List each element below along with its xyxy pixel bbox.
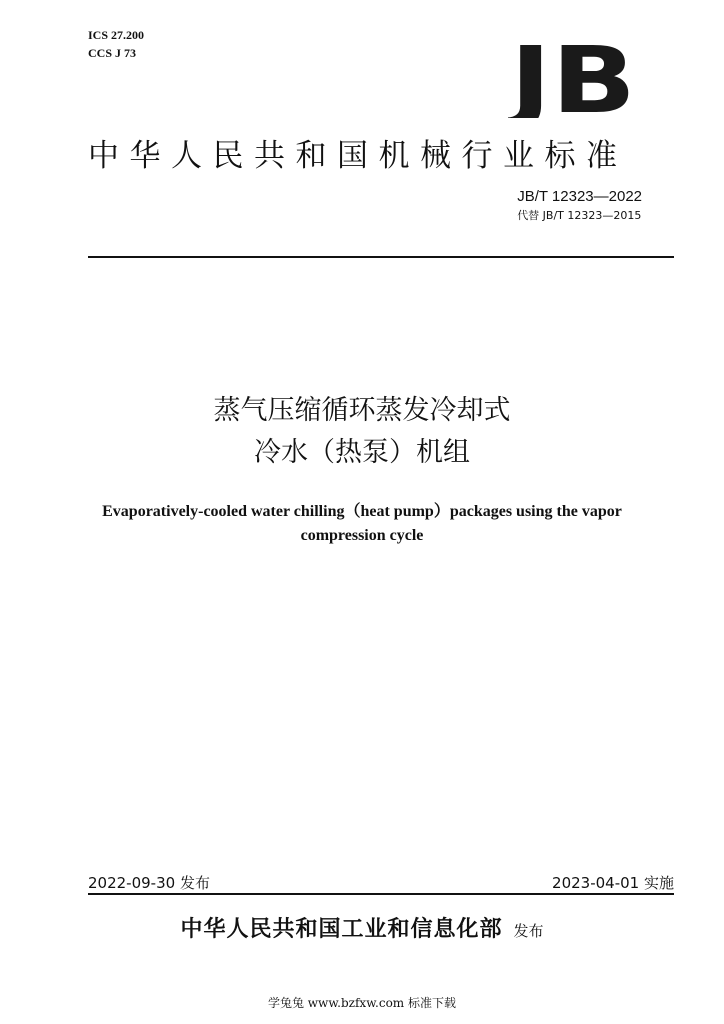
ics-code: ICS 27.200 xyxy=(88,28,145,42)
title-english xyxy=(60,500,664,548)
jb-logo-icon xyxy=(508,38,638,118)
logo-text: JB xyxy=(508,38,636,118)
title-en-line2: compression cycle xyxy=(300,527,424,544)
standard-number-block xyxy=(517,188,642,223)
standard-category: 中华人民共和国机械行业标准 xyxy=(88,138,628,174)
title-en-line1: Evaporatively-cooled water chilling（heat pump）packages using the vapor xyxy=(102,503,622,520)
replaces-standard: 代替 JB/T 12323—2015 xyxy=(517,209,642,222)
publish-date: 2022-09-30 发布 xyxy=(88,874,210,892)
ccs-code: CCS J 73 xyxy=(88,46,137,60)
issuer xyxy=(0,912,724,943)
implement-date: 2023-04-01 实施 xyxy=(552,874,674,892)
standard-number: JB/T 12323—2022 xyxy=(517,188,642,205)
footer-watermark: 学兔兔 www.bzfxw.com 标准下载 xyxy=(267,996,457,1010)
issuer-org: 中华人民共和国工业和信息化部 xyxy=(180,917,503,942)
title-cn-line2: 冷水（热泵）机组 xyxy=(254,437,470,468)
classification-codes xyxy=(88,26,144,62)
bottom-divider xyxy=(88,893,674,895)
top-divider xyxy=(88,256,674,258)
issuer-action: 发布 xyxy=(513,922,544,940)
title-cn-line1: 蒸气压缩循环蒸发冷却式 xyxy=(213,395,511,426)
jb-logo xyxy=(508,38,638,118)
title-chinese xyxy=(0,390,724,474)
